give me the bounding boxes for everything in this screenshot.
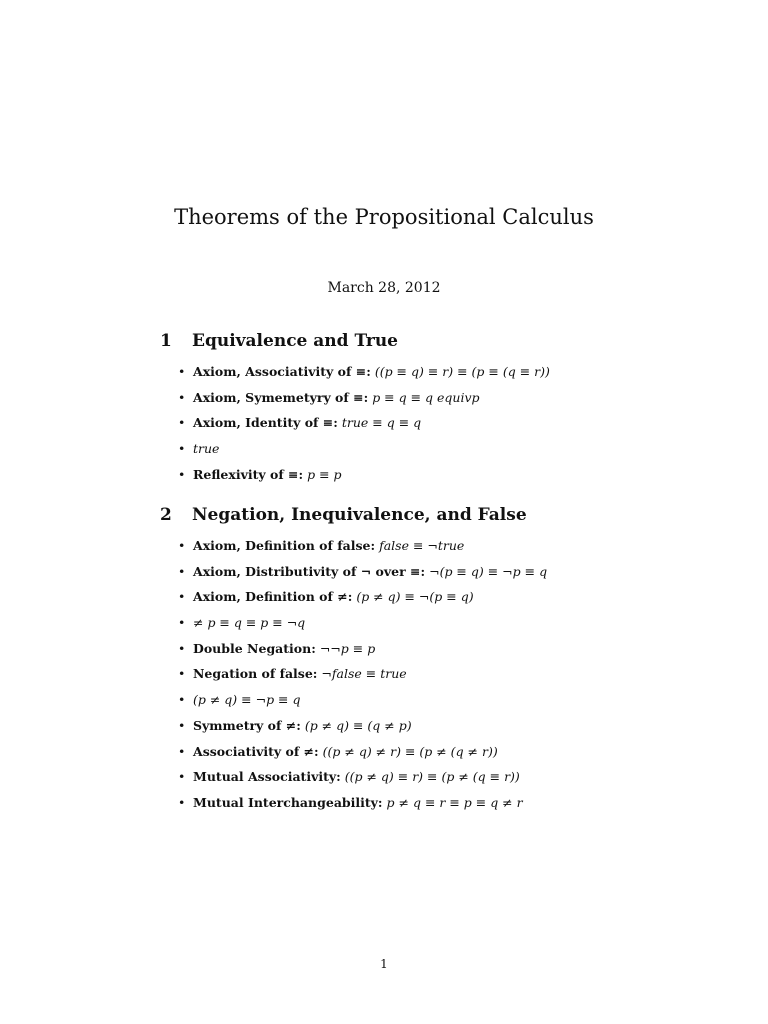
- list-item: [178, 614, 740, 640]
- theorem-formula: p ≡ q ≡ q equivp: [372, 389, 480, 405]
- theorem-formula: ¬false ≡ true: [321, 666, 407, 682]
- theorem-formula: ¬¬p ≡ p: [319, 640, 376, 656]
- theorem-label: Axiom, Associativity of ≡:: [193, 364, 371, 379]
- theorem-formula: ¬(p ≡ q) ≡ ¬p ≡ q: [429, 563, 548, 579]
- list-item: [178, 563, 740, 589]
- list-item: [178, 537, 740, 563]
- bullet-icon: •: [178, 717, 186, 733]
- theorem-formula: true ≡ q ≡ q: [341, 415, 422, 431]
- bullet-icon: •: [178, 794, 186, 810]
- document-title: Theorems of the Propositional Calculus: [174, 205, 594, 229]
- section-heading: [160, 331, 740, 351]
- theorem-list: [160, 537, 740, 820]
- list-item: [178, 466, 740, 492]
- theorem-list: [160, 363, 740, 491]
- bullet-icon: •: [178, 640, 186, 656]
- list-item: [178, 665, 740, 691]
- bullet-icon: •: [178, 563, 186, 579]
- section-title: Equivalence and True: [192, 331, 399, 351]
- bullet-icon: •: [178, 666, 186, 682]
- theorem-formula: ((p ≠ q) ≡ r) ≡ (p ≠ (q ≡ r)): [344, 769, 520, 785]
- list-item: [178, 691, 740, 717]
- bullet-icon: •: [178, 415, 186, 431]
- bullet-icon: •: [178, 441, 186, 457]
- list-item: [178, 794, 740, 820]
- section-heading: [160, 505, 740, 525]
- section-negation-inequivalence-false: [160, 505, 740, 820]
- bullet-icon: •: [178, 364, 186, 379]
- theorem-label: Mutual Interchangeability:: [193, 794, 383, 810]
- bullet-icon: •: [178, 692, 186, 708]
- document-date: March 28, 2012: [327, 280, 441, 296]
- theorem-label: Axiom, Definition of ≠:: [193, 589, 353, 605]
- theorem-formula: (p ≠ q) ≡ ¬(p ≡ q): [356, 589, 474, 605]
- theorem-formula: true: [193, 441, 220, 457]
- theorem-formula: ≠ p ≡ q ≡ p ≡ ¬q: [193, 615, 306, 631]
- bullet-icon: •: [178, 538, 186, 553]
- theorem-formula: ((p ≠ q) ≠ r) ≡ (p ≠ (q ≠ r)): [322, 743, 498, 759]
- section-number: 1: [160, 331, 172, 351]
- list-item: [178, 363, 740, 389]
- theorem-label: Symmetry of ≠:: [193, 717, 301, 733]
- bullet-icon: •: [178, 466, 186, 482]
- list-item: [178, 588, 740, 614]
- bullet-icon: •: [178, 589, 186, 605]
- section-title: Negation, Inequivalence, and False: [192, 505, 527, 525]
- theorem-formula: (p ≠ q) ≡ ¬p ≡ q: [193, 692, 301, 708]
- bullet-icon: •: [178, 769, 186, 785]
- list-item: [178, 717, 740, 743]
- bullet-icon: •: [178, 743, 186, 759]
- theorem-formula: p ≡ p: [307, 466, 342, 482]
- theorem-label: Axiom, Identity of ≡:: [193, 415, 338, 431]
- list-item: [178, 389, 740, 415]
- bullet-icon: •: [178, 389, 186, 405]
- list-item: [178, 440, 740, 466]
- list-item: [178, 743, 740, 769]
- theorem-label: Associativity of ≠:: [193, 743, 319, 759]
- theorem-formula: ((p ≡ q) ≡ r) ≡ (p ≡ (q ≡ r)): [374, 364, 550, 379]
- theorem-label: Axiom, Definition of false:: [193, 538, 376, 553]
- theorem-label: Axiom, Symemetyry of ≡:: [193, 389, 369, 405]
- theorem-label: Mutual Associativity:: [193, 769, 341, 785]
- theorem-formula: p ≠ q ≡ r ≡ p ≡ q ≠ r: [386, 794, 523, 810]
- section-number: 2: [160, 505, 172, 525]
- page-number: 1: [380, 957, 388, 971]
- list-item: [178, 414, 740, 440]
- theorem-label: Axiom, Distributivity of ¬ over ≡:: [193, 563, 426, 579]
- theorem-label: Reflexivity of ≡:: [193, 466, 304, 482]
- bullet-icon: •: [178, 615, 186, 631]
- theorem-formula: false ≡ ¬true: [379, 538, 465, 553]
- section-equivalence-and-true: [160, 331, 740, 491]
- theorem-formula: (p ≠ q) ≡ (q ≠ p): [304, 717, 412, 733]
- theorem-label: Negation of false:: [193, 666, 318, 682]
- list-item: [178, 768, 740, 794]
- list-item: [178, 640, 740, 666]
- theorem-label: Double Negation:: [193, 640, 316, 656]
